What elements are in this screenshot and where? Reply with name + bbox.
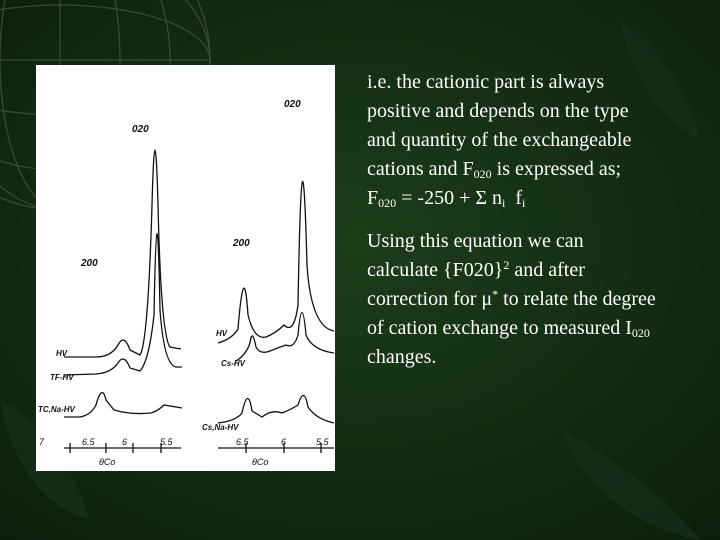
trace-label-cs-hv: Cs-HV xyxy=(221,359,246,368)
diffraction-figure xyxy=(36,65,335,471)
para1-line4: cations and $F_{020}$ is expressed as; xyxy=(367,158,622,181)
para1-line2: positive and depends on the type xyxy=(367,100,629,122)
left-tick-5-5: 5.5 xyxy=(160,437,173,447)
left-tick-6-5: 6.5 xyxy=(82,437,95,447)
trace-hv-right xyxy=(218,182,334,343)
para1-line3: and quantity of the exchangeable xyxy=(367,129,632,151)
para2-line5: changes. xyxy=(367,346,437,368)
right-axis-label: θCo xyxy=(252,457,269,467)
para1-line1: i.e. the cationic part is always xyxy=(367,71,605,93)
para2-line4: of cation exchange to measured $I_{020}$ xyxy=(367,317,650,340)
trace-tf-hv xyxy=(64,234,182,375)
peak-label-200-right: 200 xyxy=(233,238,250,249)
trace-cs-na-hv xyxy=(218,395,334,423)
trace-hv-left xyxy=(64,150,181,357)
peak-label-200-left: 200 xyxy=(81,258,98,269)
right-tick-6: 6 xyxy=(281,437,287,447)
para2-line2: calculate $\{F020\}^2$ and after xyxy=(367,258,585,281)
trace-label-tf-hv: TF-HV xyxy=(50,373,74,382)
left-axis-label: θCo xyxy=(99,457,116,467)
trace-label-hv-right: HV xyxy=(216,329,228,338)
left-tick-7: 7 xyxy=(39,437,45,447)
trace-label-tc-na-hv: TC,Na-HV xyxy=(38,405,75,414)
trace-label-cs-na-hv: Cs,Na-HV xyxy=(202,423,239,432)
diffraction-plot xyxy=(36,65,335,471)
right-tick-6-5: 6.5 xyxy=(236,437,249,447)
peak-label-020-right: 020 xyxy=(284,99,301,110)
trace-tc-na-hv xyxy=(64,393,182,417)
trace-label-hv: HV xyxy=(56,349,68,358)
paragraph-2 xyxy=(367,227,717,372)
peak-label-020-left: 020 xyxy=(132,124,149,135)
slide-text xyxy=(367,68,717,372)
para2-line1: Using this equation we can xyxy=(367,230,584,252)
right-tick-5-5: 5.5 xyxy=(316,437,329,447)
para2-line3: correction for μ* to relate the degree xyxy=(367,287,656,310)
equation: $F_{020} = -250 + \Sigma$ $n_i$ $f_i$ xyxy=(367,187,526,210)
left-tick-6: 6 xyxy=(122,437,128,447)
paragraph-1 xyxy=(367,68,717,213)
